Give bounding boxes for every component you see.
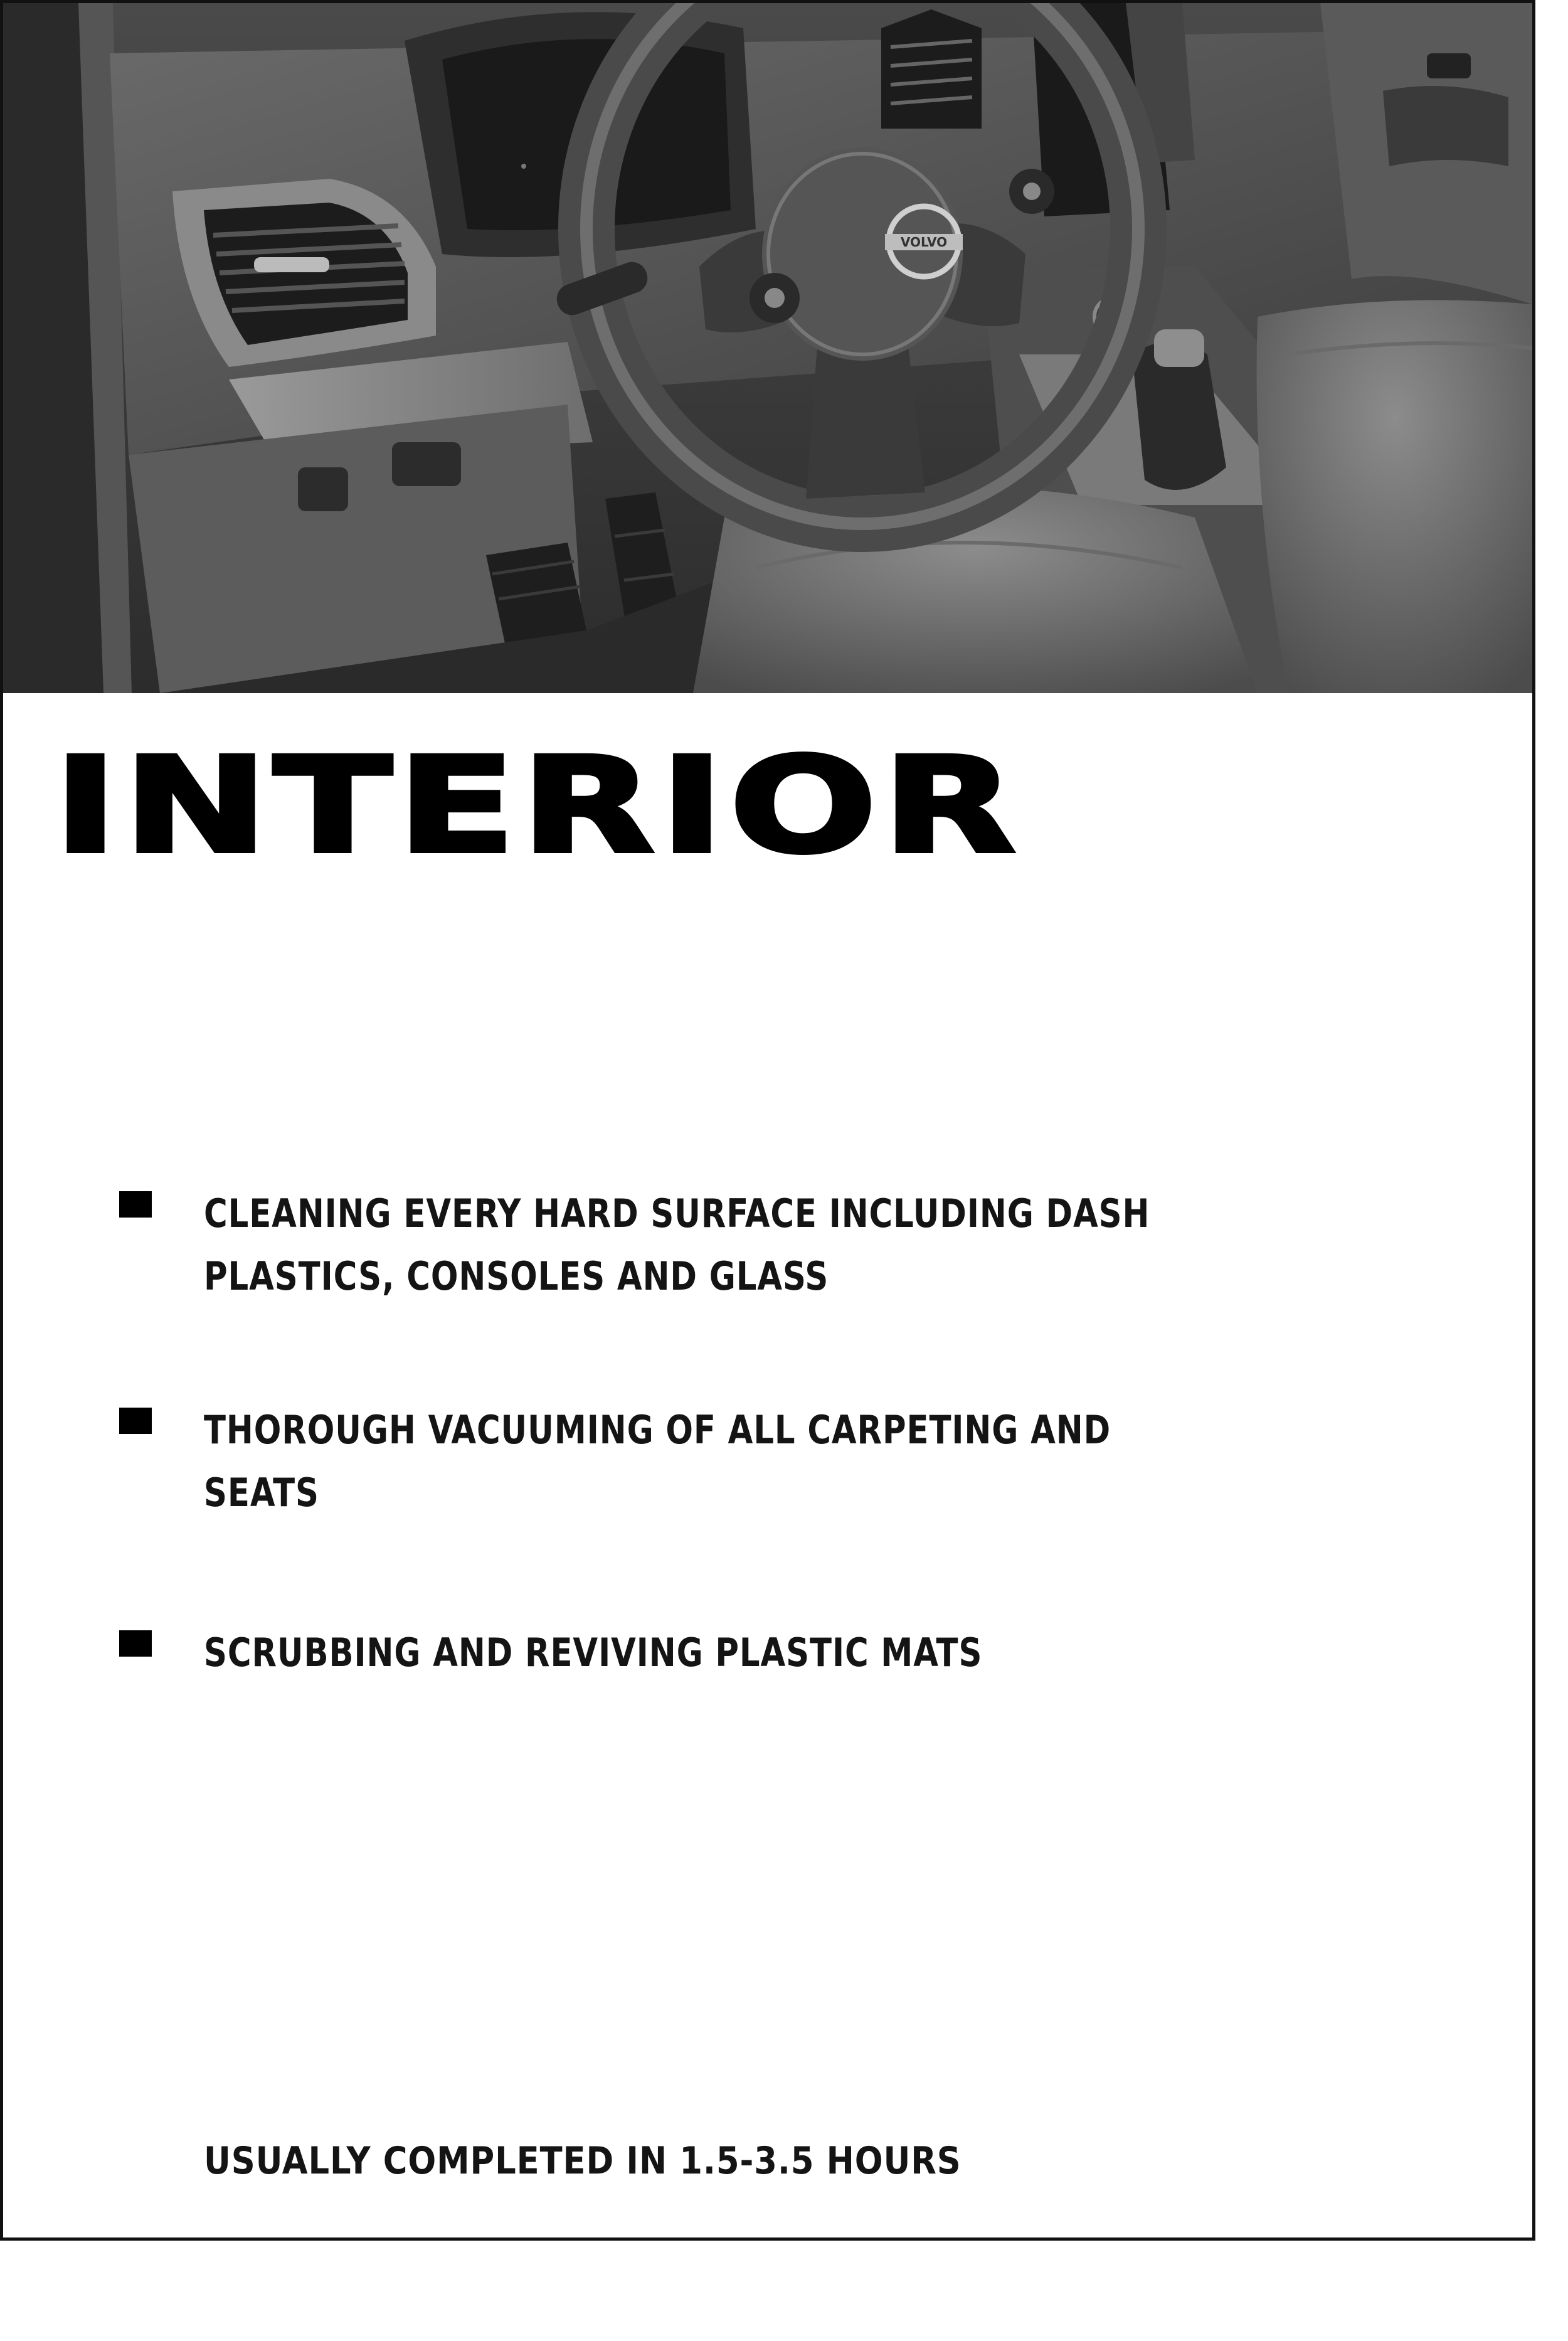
feature-text: CLEANING EVERY HARD SURFACE INCLUDING DASH PLASTICS, CONSOLES AND GLASS (204, 1191, 1150, 1299)
car-interior-illustration (3, 3, 1532, 693)
feature-text: THOROUGH VACUUMING OF ALL CARPETING AND SEATS (204, 1407, 1111, 1516)
square-bullet-icon (119, 1408, 152, 1434)
page-title: INTERIOR (53, 729, 1021, 883)
feature-text: SCRUBBING AND REVIVING PLASTIC MATS (204, 1630, 983, 1675)
car-interior-photo (3, 3, 1532, 693)
hub-logo-text: VOLVO (900, 235, 948, 250)
duration-note: USUALLY COMPLETED IN 1.5-3.5 HOURS (204, 2139, 961, 2183)
square-bullet-icon (119, 1191, 152, 1218)
square-bullet-icon (119, 1630, 152, 1657)
